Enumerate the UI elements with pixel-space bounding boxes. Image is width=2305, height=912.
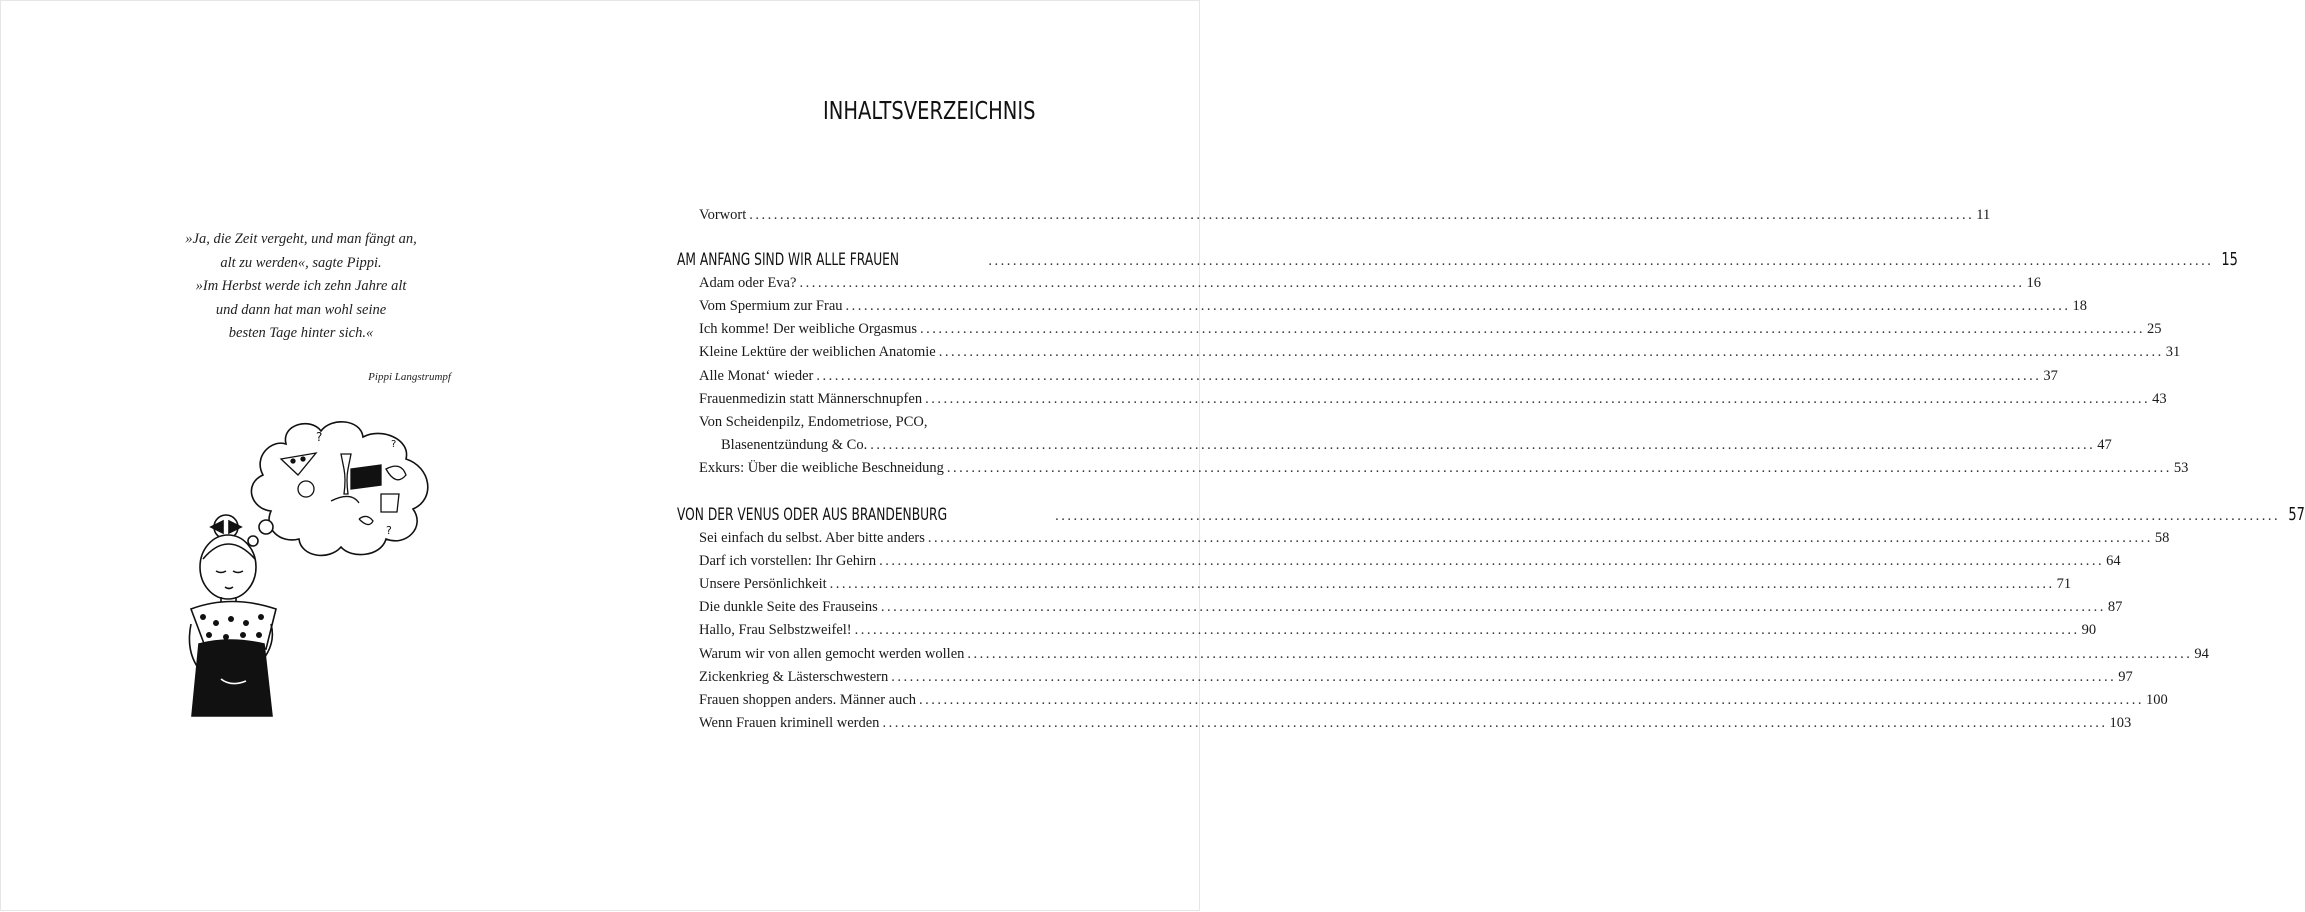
toc-entry-label: Kleine Lektüre der weiblichen Anatomie: [699, 344, 936, 360]
toc-entry[interactable]: [699, 207, 1991, 224]
toc-leader-dots: ........................................................................................................................................................................................................: [967, 646, 2193, 662]
quote-line: »Im Herbst werde ich zehn Jahre alt: [195, 278, 407, 294]
toc-entry[interactable]: [699, 622, 2097, 639]
quote-line: und dann hat man wohl seine: [215, 301, 387, 318]
toc-leader-dots: ........................................................................................................................................................................................................: [988, 253, 2214, 269]
toc-page-number: 71: [2056, 576, 2072, 592]
toc-entry-label: AM ANFANG SIND WIR ALLE FRAUEN: [677, 250, 900, 270]
toc-page-number: 90: [2081, 622, 2097, 638]
toc-title: INHALTSVERZEICHNIS: [823, 96, 1036, 125]
quote-attribution: Pippi Langstrumpf: [368, 371, 451, 383]
toc-page-number: 94: [2194, 646, 2209, 662]
toc-leader-dots: ........................................................................................................................................................................................................: [925, 391, 2151, 407]
toc-entry[interactable]: [699, 368, 2058, 385]
toc-page-number: 18: [2072, 298, 2088, 314]
toc-part-heading[interactable]: [677, 249, 2239, 270]
toc-leader-dots: ........................................................................................................................................................................................................: [816, 368, 2042, 384]
toc-entry[interactable]: [699, 599, 2123, 616]
woman-thought-bubble-illustration: [181, 409, 441, 724]
toc-entry-label: Ich komme! Der weibliche Orgasmus: [699, 321, 917, 337]
toc-page-number: 58: [2154, 530, 2170, 546]
right-page: [601, 1, 2305, 912]
toc-entry[interactable]: [699, 414, 1115, 431]
toc-entry[interactable]: [699, 321, 2162, 338]
toc-leader-dots: ........................................................................................................................................................................................................: [879, 553, 2105, 569]
toc-leader-dots: ........................................................................................................................................................................................................: [854, 622, 2080, 638]
toc-entry-label: Unsere Persönlichkeit: [699, 576, 827, 592]
toc-entry-label: Von Scheidenpilz, Endometriose, PCO,: [699, 414, 928, 430]
toc-entry[interactable]: [699, 669, 2133, 686]
toc-leader-dots: ........................................................................................................................................................................................................: [880, 599, 2106, 615]
svg-text:?: ?: [316, 430, 323, 444]
toc-page-number: 43: [2152, 391, 2167, 407]
toc-entry-label: Adam oder Eva?: [699, 275, 797, 291]
toc-entry[interactable]: [699, 275, 2041, 292]
toc-entry[interactable]: [699, 391, 2167, 408]
toc-entry[interactable]: [699, 344, 2181, 361]
toc-entry-label: Zickenkrieg & Lästerschwestern: [699, 669, 889, 685]
toc-entry-label: VON DER VENUS ODER AUS BRANDENBURG: [677, 505, 948, 525]
epigraph-quote: [151, 228, 451, 346]
toc-leader-dots: ........................................................................................................................................................................................................: [829, 576, 2055, 592]
toc-entry[interactable]: [699, 298, 2088, 315]
quote-line: besten Tage hinter sich.«: [228, 325, 374, 341]
toc-entry-label: Exkurs: Über die weibliche Beschneidung: [699, 460, 944, 476]
toc-leader-dots: ........................................................................................................................................................................................................: [938, 344, 2164, 360]
toc-entry[interactable]: [699, 715, 2132, 732]
toc-leader-dots: ........................................................................................................................................................................................................: [919, 692, 2145, 708]
toc-page-number: 47: [2097, 437, 2112, 453]
toc-leader-dots: ........................................................................................................................................................................................................: [891, 669, 2117, 685]
toc-entry[interactable]: [699, 576, 2072, 593]
toc-entry[interactable]: [699, 460, 2189, 477]
toc-leader-dots: ........................................................................................................................................................................................................: [749, 207, 1975, 223]
toc-leader-dots: ........................................................................................................................................................................................................: [799, 275, 2025, 291]
toc-page-number: 31: [2165, 344, 2181, 360]
toc-leader-dots: ........................................................................................................................................................................................................: [919, 321, 2145, 337]
toc-page-number: 16: [2026, 275, 2041, 291]
toc-leader-dots: ........................................................................................................................................................................................................: [927, 530, 2153, 546]
toc-page-number: 103: [2109, 715, 2132, 731]
toc-entry-label: Die dunkle Seite des Frauseins: [699, 599, 878, 615]
toc-entry[interactable]: [699, 553, 2121, 570]
left-page: [1, 1, 601, 912]
woman-figure: [189, 515, 276, 716]
toc-entry[interactable]: [699, 530, 2170, 547]
toc-page-number: 53: [2173, 460, 2189, 476]
toc-leader-dots: ........................................................................................................................................................................................................: [882, 715, 2108, 731]
toc-entry[interactable]: [699, 646, 2209, 663]
toc-part-heading[interactable]: [677, 504, 2305, 525]
toc-leader-dots: ........................................................................................................................................................................................................: [870, 437, 2096, 453]
toc-entry-continuation[interactable]: [721, 437, 2112, 454]
toc-entry-label: Sei einfach du selbst. Aber bitte anders: [699, 530, 925, 546]
quote-line: alt zu werden«, sagte Pippi.: [220, 254, 382, 271]
toc-entry-label: Alle Monat‘ wieder: [699, 368, 814, 384]
toc-page-number: 11: [1976, 207, 1991, 223]
toc-page-number: 97: [2118, 669, 2133, 685]
toc-entry-label: Darf ich vorstellen: Ihr Gehirn: [699, 553, 877, 569]
toc-leader-dots: ........................................................................................................................................................................................................: [946, 460, 2172, 476]
toc-entry-label: Wenn Frauen kriminell werden: [699, 715, 880, 731]
toc-entry-label: Blasenentzündung & Co.: [721, 437, 868, 453]
toc-page-number: 100: [2146, 692, 2168, 708]
toc-page-number: 25: [2146, 321, 2162, 337]
toc-page-number: 57: [2288, 504, 2305, 525]
toc-page-number: 64: [2106, 553, 2121, 569]
toc-entry-label: Frauenmedizin statt Männerschnupfen: [699, 391, 923, 407]
quote-line: »Ja, die Zeit vergeht, und man fängt an,: [185, 231, 417, 247]
toc-entry-label: Vom Spermium zur Frau: [699, 298, 843, 314]
toc-entry-label: Vorwort: [699, 207, 747, 223]
toc-entry-label: Frauen shoppen anders. Männer auch: [699, 692, 917, 708]
toc-leader-dots: ........................................................................................................................................................................................................: [1055, 508, 2281, 524]
toc-page-number: 87: [2107, 599, 2123, 615]
toc-leader-dots: ........................................................................................................................................................................................................: [845, 298, 2071, 314]
toc-page-number: 37: [2043, 368, 2058, 384]
svg-text:?: ?: [391, 439, 397, 450]
toc-entry-label: Hallo, Frau Selbstzweifel!: [699, 622, 852, 638]
toc-entry-label: Warum wir von allen gemocht werden wollen: [699, 646, 965, 662]
svg-text:?: ?: [386, 524, 392, 537]
toc-page-number: 15: [2221, 249, 2239, 270]
toc-entry[interactable]: [699, 692, 2168, 709]
thought-bubble: [248, 422, 428, 556]
